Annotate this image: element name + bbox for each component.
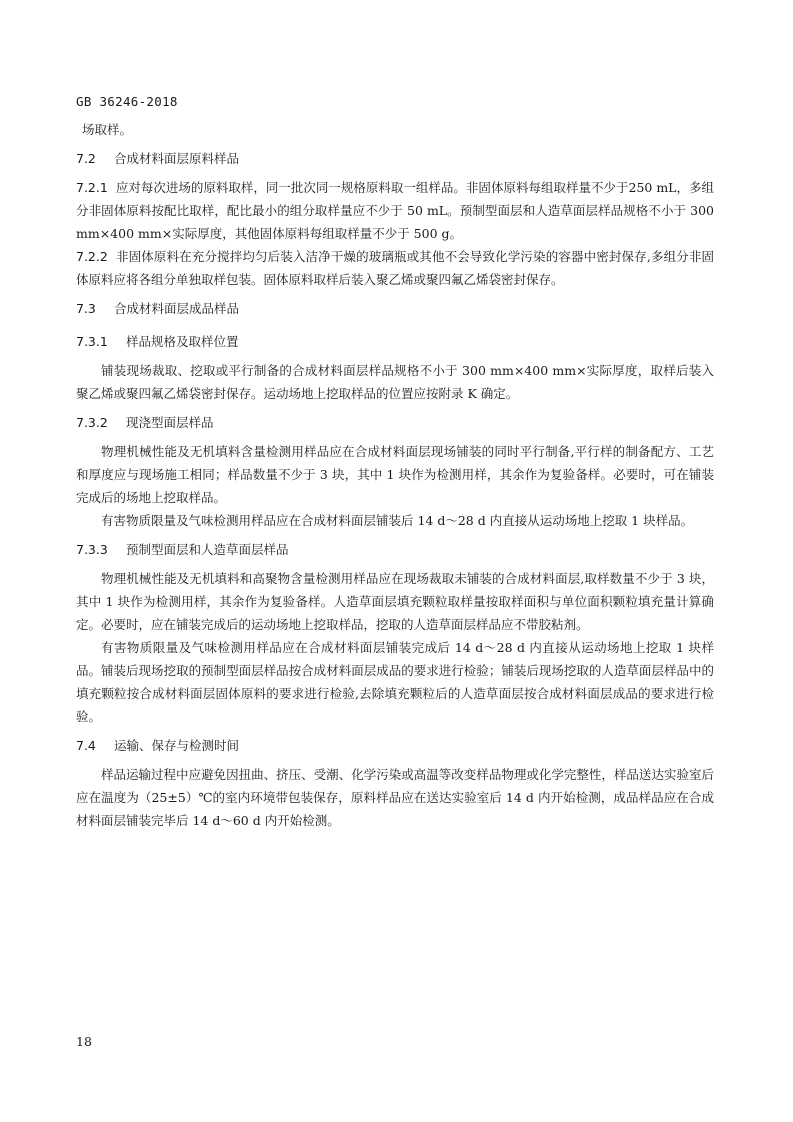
subsection-heading-7-3-3 (76, 538, 714, 561)
paragraph-7-2-2 (76, 245, 714, 291)
subsection-title: 预制型面层和人造草面层样品 (126, 542, 289, 557)
clause-number: 7.2.1 (76, 180, 108, 195)
subsection-number: 7.3.1 (76, 334, 108, 349)
subsection-heading-7-3-1 (76, 330, 714, 353)
clause-text: 非固体原料在充分搅拌均匀后装入洁净干燥的玻璃瓶或其他不会导致化学污染的容器中密封保存,多组分非固体原料应将各组分单独取样包装。固体原料取样后装入聚乙烯或聚四氟乙烯袋密封保存。 (76, 249, 714, 287)
paragraph-7-3-1: 铺装现场裁取、挖取或平行制备的合成材料面层样品规格不小于 300 mm×400 mm×实际厚度，取样后装入聚乙烯或聚四氟乙烯袋密封保存。运动场地上挖取样品的位置应按附录 K 确定。 (76, 363, 714, 401)
paragraph-7-3-3-b: 有害物质限量及气味检测用样品应在合成材料面层铺装完成后 14 d～28 d 内直接从运动场地上挖取 1 块样品。铺装后现场挖取的预制型面层样品按合成材料面层成品的要求进行检验；铺装后现场挖取的人造草面层样品中的填充颗粒按合成材料面层固体原料的要求进行检验,去除填充颗粒后的人造草面层按合成材料面层成品的要求进行检验。 (76, 640, 714, 724)
paragraph-7-3-3-a: 物理机械性能及无机填料和高聚物含量检测用样品应在现场裁取未铺装的合成材料面层,取样数量不少于 3 块，其中 1 块作为检测用样，其余作为复验备样。人造草面层填充颗粒取样量按取样面积与单位面积颗粒填充量计算确定。必要时，应在铺装完成后的运动场地上挖取样品，挖取的人造草面层样品应不带胶粘剂。 (76, 571, 714, 632)
clause-number: 7.2.2 (76, 249, 108, 264)
section-number: 7.2 (76, 151, 96, 166)
paragraph-7-3-2-b: 有害物质限量及气味检测用样品应在合成材料面层铺装后 14 d～28 d 内直接从运动场地上挖取 1 块样品。 (101, 513, 694, 528)
section-title: 运输、保存与检测时间 (114, 738, 240, 753)
section-title: 合成材料面层成品样品 (114, 301, 240, 316)
section-number: 7.3 (76, 301, 96, 316)
subsection-number: 7.3.3 (76, 542, 108, 557)
continuation-text: 场取样。 (82, 122, 133, 137)
clause-text: 应对每次进场的原料取样，同一批次同一规格原料取一组样品。非固体原料每组取样量不少于250 mL，多组分非固体原料按配比取样，配比最小的组分取样量应不少于 50 mL。预制型面层和人造草面层样品规格不小于 300 mm×400 mm×实际厚度，其他固体原料每组取样量不少于 500 g。 (76, 180, 714, 241)
section-heading-7-3 (76, 297, 714, 320)
page-number: 18 (76, 1034, 92, 1049)
document-body (76, 118, 714, 832)
section-number: 7.4 (76, 738, 96, 753)
section-title: 合成材料面层原料样品 (114, 151, 240, 166)
paragraph-7-3-2-a: 物理机械性能及无机填料含量检测用样品应在合成材料面层现场铺装的同时平行制备,平行样的制备配方、工艺和厚度应与现场施工相同；样品数量不少于 3 块，其中 1 块作为检测用样，其余作为复验备样。必要时，可在铺装完成后的场地上挖取样品。 (76, 444, 714, 505)
subsection-title: 样品规格及取样位置 (126, 334, 239, 349)
section-heading-7-2 (76, 147, 714, 170)
paragraph-7-4: 样品运输过程中应避免因扭曲、挤压、受潮、化学污染或高温等改变样品物理或化学完整性，样品送达实验室后应在温度为（25±5）℃的室内环境带包装保存，原料样品应在送达实验室后 14 d 内开始检测，成品样品应在合成材料面层铺装完毕后 14 d～60 d 内开始检测。 (76, 767, 714, 828)
paragraph-7-2-1 (76, 176, 714, 245)
subsection-title: 现浇型面层样品 (126, 415, 214, 430)
standard-code: GB 36246-2018 (76, 94, 178, 109)
subsection-number: 7.3.2 (76, 415, 108, 430)
section-heading-7-4 (76, 734, 714, 757)
subsection-heading-7-3-2 (76, 411, 714, 434)
